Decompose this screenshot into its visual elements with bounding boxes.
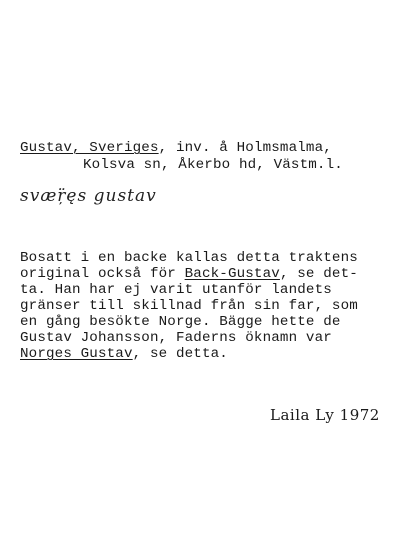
body-line-7-post: , se detta. (132, 346, 228, 362)
body-line-2 (20, 266, 358, 282)
body-line-7 (20, 346, 228, 362)
entry-informant: , inv. å Holmsmalma, (158, 140, 332, 156)
body-line-6: Gustav Johansson, Faderns öknamn var (20, 330, 332, 346)
back-gustav-term: Back-Gustav (184, 266, 280, 282)
body-line-3: ta. Han har ej varit utanför landets (20, 282, 332, 298)
header-line-1 (20, 140, 332, 156)
body-line-2-pre: original också för (20, 266, 185, 282)
norges-gustav-term: Norges Gustav (20, 346, 133, 362)
body-line-4: gränser till skillnad från sin far, som (20, 298, 358, 314)
body-line-1: Bosatt i en backe kallas detta traktens (20, 250, 358, 266)
body-line-2-post: , se det- (279, 266, 358, 282)
body-line-5: en gång besökte Norge. Bägge hette de (20, 314, 341, 330)
entry-name: Gustav, Sveriges (20, 140, 159, 156)
header-line-2: Kolsva sn, Åkerbo hd, Västm.l. (83, 157, 343, 173)
signature: Laila Ly 1972 (270, 406, 380, 424)
phonetic-transcription: svæŗ̈ęs gustav (20, 186, 157, 206)
